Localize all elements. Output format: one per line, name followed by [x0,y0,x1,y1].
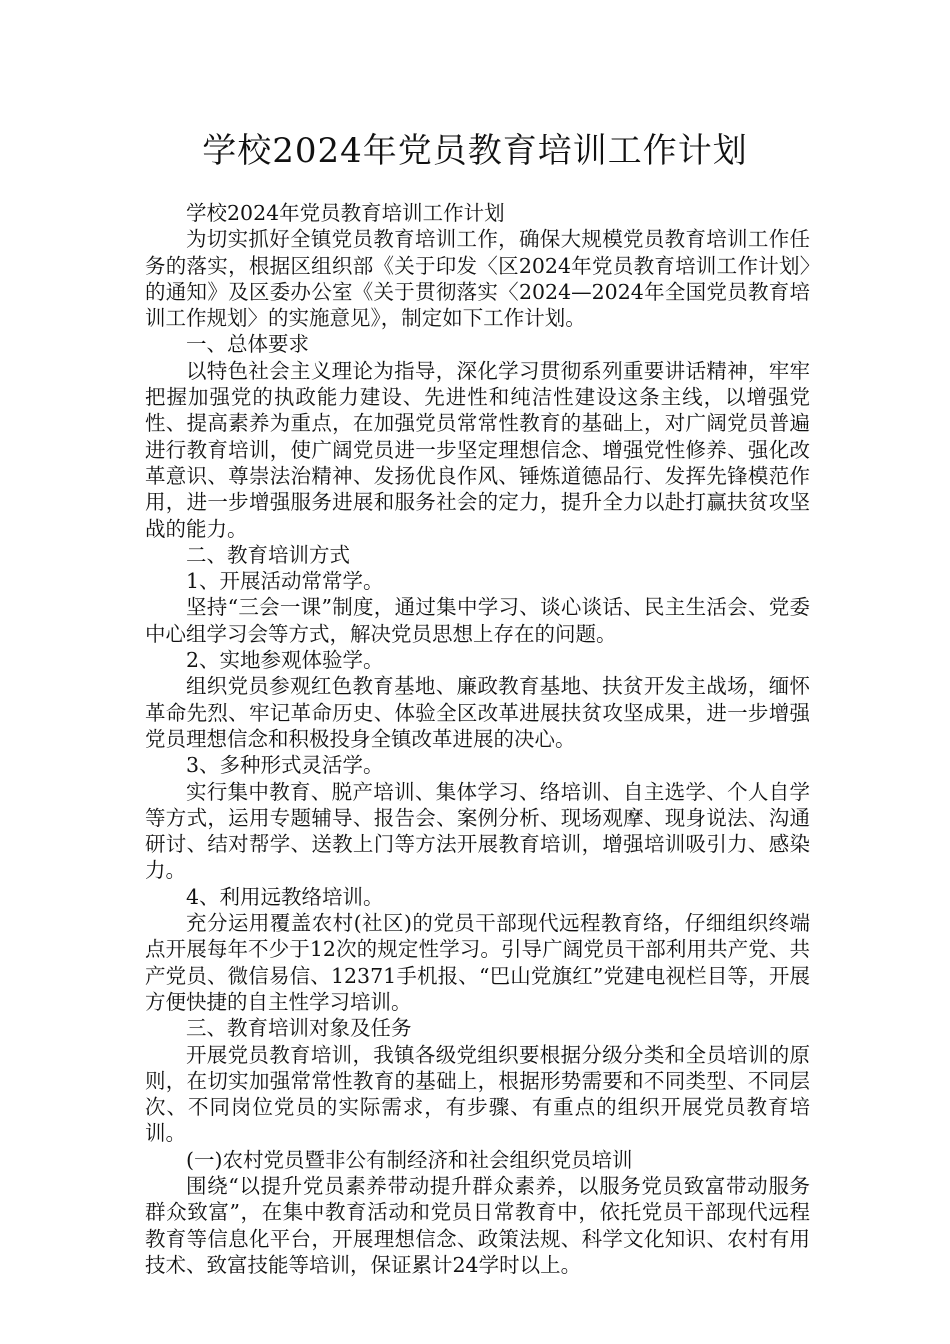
section-heading-training-methods: 二、教育培训方式 [186,542,350,567]
section-heading-general-requirements: 一、总体要求 [186,332,309,357]
paragraph-method-1: 坚持“三会一课”制度，通过集中学习、谈心谈话、民主生活会、党委中心组学习会等方式，解决党员思想上存在的问题。 [145,595,810,646]
subheading-method-3: 3、多种形式灵活学。 [186,753,384,778]
paragraph-targets-and-tasks: 开展党员教育培训，我镇各级党组织要根据分级分类和全员培训的原则，在切实加强常常性教育的基础上，根据形势需要和不同类型、不同层次、不同岗位党员的实际需求，有步骤、有重点的组织开展党员教育培训。 [145,1042,810,1146]
paragraph-intro: 为切实抓好全镇党员教育培训工作，确保大规模党员教育培训工作任务的落实，根据区组织部《关于印发〈区2024年党员教育培训工作计划〉的通知》及区委办公室《关于贯彻落实〈2024—2024年全国党员教育培训工作规划〉的实施意见》，制定如下工作计划。 [145,227,810,331]
subheading-method-2: 2、实地参观体验学。 [186,648,384,673]
paragraph-rural-party-members: 围绕“以提升党员素养带动提升群众素养，以服务党员致富带动服务群众致富”，在集中教育活动和党员日常教育中，依托党员干部现代远程教育等信息化平台，开展理想信念、政策法规、科学文化知识、农村有用技术、致富技能等培训，保证累计24学时以上。 [145,1173,810,1277]
paragraph-subtitle: 学校2024年党员教育培训工作计划 [186,201,505,225]
document-title: 学校2024年党员教育培训工作计划 [202,131,748,171]
paragraph-method-2: 组织党员参观红色教育基地、廉政教育基地、扶贫开发主战场，缅怀革命先烈、牢记革命历史、体验全区改革进展扶贫攻坚成果，进一步增强党员理想信念和积极投身全镇改革进展的决心。 [145,674,810,751]
subheading-rural-party-members: (一)农村党员暨非公有制经济和社会组织党员培训 [186,1147,633,1172]
document-body [145,200,810,1278]
paragraph-method-4: 充分运用覆盖农村(社区)的党员干部现代远程教育络，仔细组织终端点开展每年不少于12次的规定性学习。引导广阔党员干部利用共产党、共产党员、微信易信、12371手机报、“巴山党旗红”党建电视栏目等，开展方便快捷的自主性学习培训。 [145,911,810,1014]
subheading-method-1: 1、开展活动常常学。 [186,569,384,594]
subheading-method-4: 4、利用远教络培训。 [186,884,384,909]
section-heading-targets-and-tasks: 三、教育培训对象及任务 [186,1016,412,1041]
paragraph-general-requirements: 以特色社会主义理论为指导，深化学习贯彻系列重要讲话精神，牢牢把握加强党的执政能力建设、先进性和纯洁性建设这条主线，以增强党性、提高素养为重点，在加强党员常常性教育的基础上，对广阔党员普遍进行教育培训，使广阔党员进一步坚定理想信念、增强党性修养、强化改革意识、尊崇法治精神、发扬优良作风、锤炼道德品行、发挥先锋模范作用，进一步增强服务进展和服务社会的定力，提升全力以赴打赢扶贫攻坚战的能力。 [145,358,810,541]
paragraph-method-3: 实行集中教育、脱产培训、集体学习、络培训、自主选学、个人自学等方式，运用专题辅导、报告会、案例分析、现场观摩、现身说法、沟通研讨、结对帮学、送教上门等方法开展教育培训，增强培训吸引力、感染力。 [145,779,810,883]
